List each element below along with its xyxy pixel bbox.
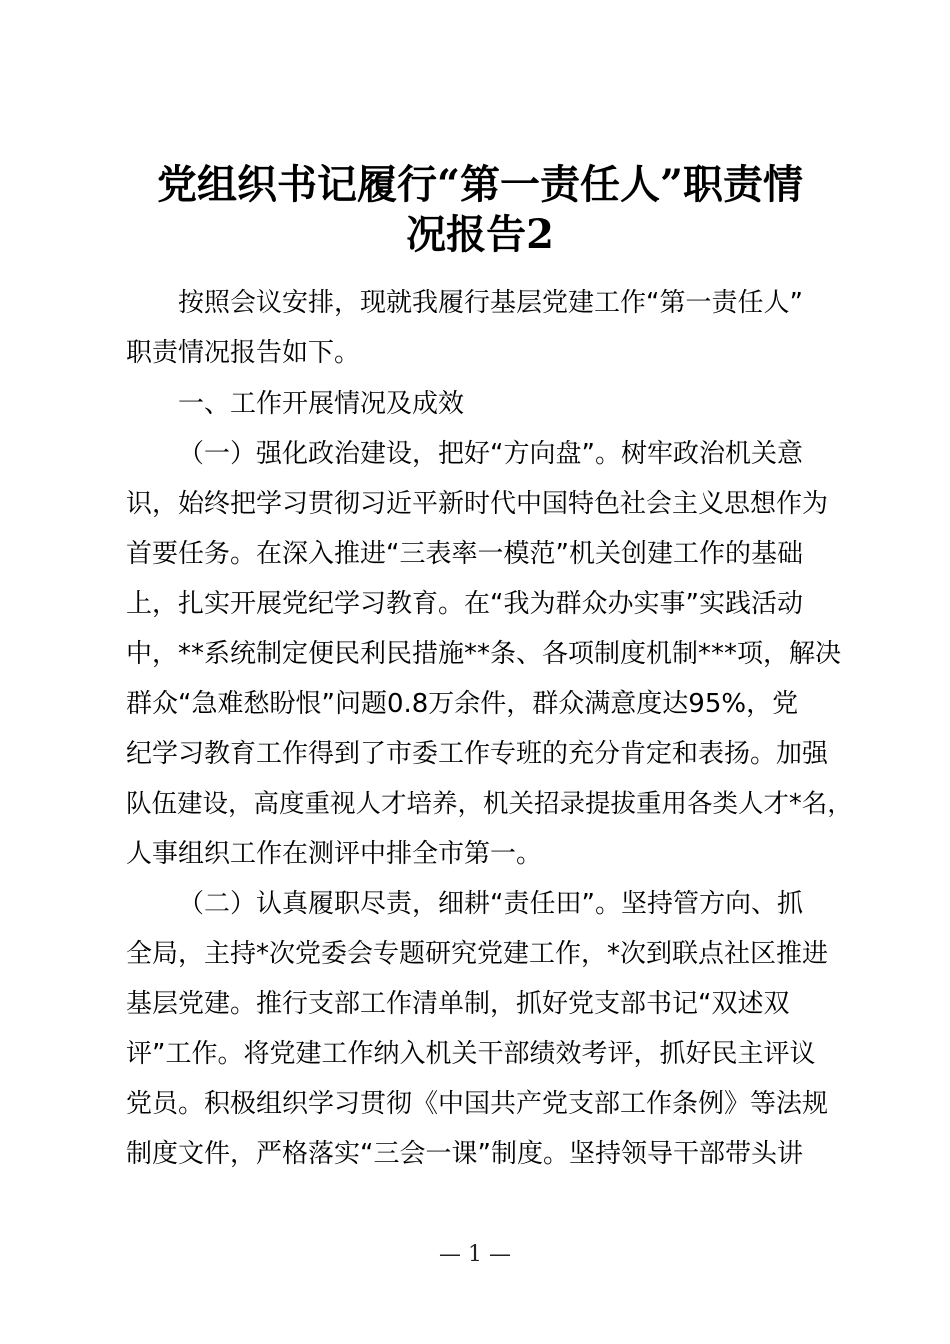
document-title-line-2: 况报告2 [406,211,554,258]
paragraph-line: 按照会议安排，现就我履行基层党建工作“第一责任人” [178,288,803,318]
paragraph-line: 首要任务。在深入推进“三表率一模范”机关创建工作的基础 [126,539,803,569]
paragraph-line: 纪学习教育工作得到了市委工作专班的充分肯定和表扬。加强 [126,739,829,769]
paragraph-line: 人事组织工作在测评中排全市第一。 [126,839,543,869]
paragraph-line: （一）强化政治建设，把好“方向盘”。树牢政治机关意 [178,439,803,469]
page-number: — 1 — [439,1242,511,1267]
paragraph-line: 制度文件，严格落实“三会一课”制度。坚持领导干部带头讲 [126,1139,803,1169]
paragraph-line: 上，扎实开展党纪学习教育。在“我为群众办实事”实践活动 [126,589,803,619]
document-title-line-1: 党组织书记履行“第一责任人”职责情 [156,161,803,208]
paragraph-line: 全局，主持*次党委会专题研究党建工作，*次到联点社区推进 [126,939,829,969]
section-heading: 一、工作开展情况及成效 [178,389,465,419]
paragraph-line: 群众“急难愁盼恨”问题0.8万余件，群众满意度达95%，党 [126,689,799,719]
paragraph-line: 队伍建设，高度重视人才培养，机关招录提拔重用各类人才*名， [126,789,853,819]
paragraph-line: 识，始终把学习贯彻习近平新时代中国特色社会主义思想作为 [126,489,829,519]
paragraph-line: 基层党建。推行支部工作清单制，抓好党支部书记“双述双 [126,989,790,1019]
paragraph-line: 中，**系统制定便民利民措施**条、各项制度机制***项，解决 [126,639,842,669]
paragraph-line: 评”工作。将党建工作纳入机关干部绩效考评，抓好民主评议 [126,1039,816,1069]
paragraph-line: （二）认真履职尽责，细耕“责任田”。坚持管方向、抓 [178,889,803,919]
paragraph-line: 职责情况报告如下。 [126,338,361,368]
paragraph-line: 党员。积极组织学习贯彻《中国共产党支部工作条例》等法规 [126,1089,829,1119]
